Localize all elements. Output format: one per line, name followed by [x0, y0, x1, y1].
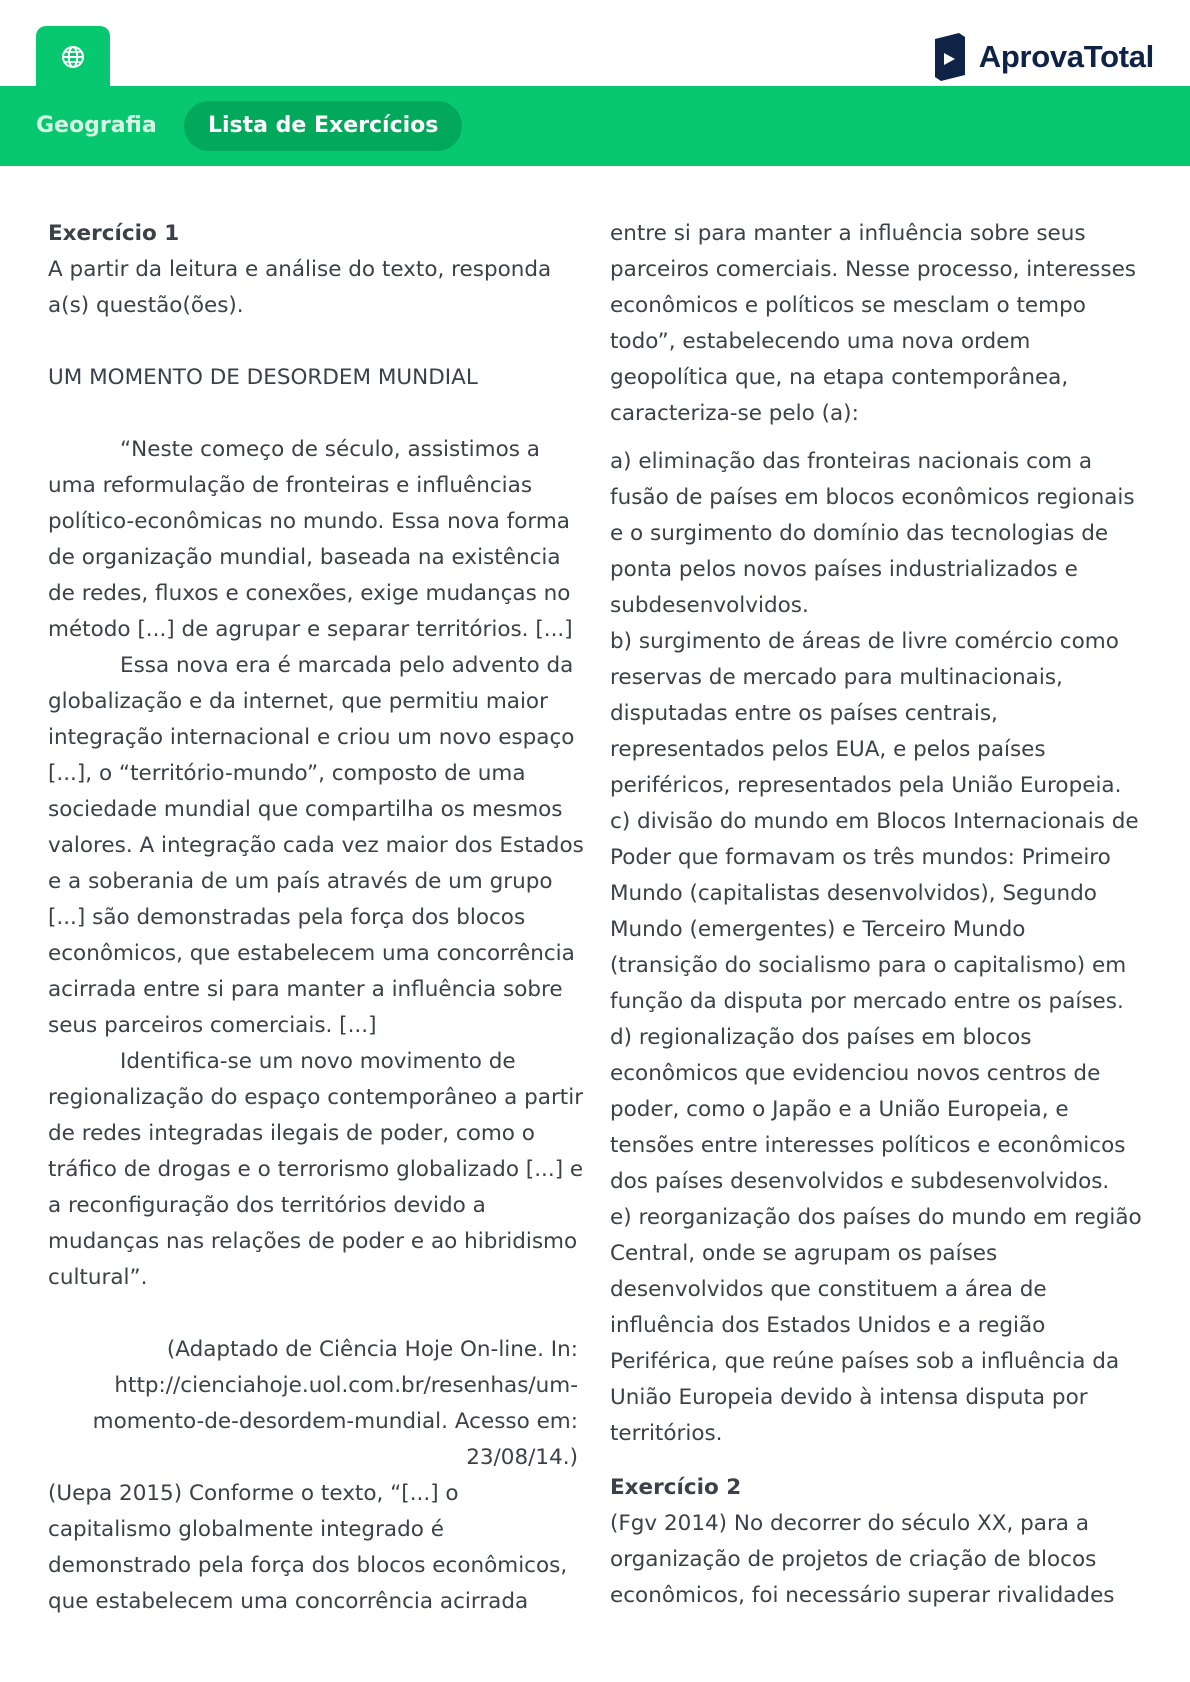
text-line: econômicos e políticos se mesclam o tempo: [610, 293, 1086, 318]
text-line: d) regionalização dos países em blocos: [610, 1025, 1032, 1050]
text-line: econômicos que evidenciou novos centros de: [610, 1061, 1101, 1086]
text-line: e o surgimento do domínio das tecnologias de: [610, 521, 1109, 546]
text-line: cultural”.: [48, 1265, 148, 1290]
text-line: Mundo (emergentes) e Terceiro Mundo: [610, 917, 1026, 942]
text-line: periféricos, representados pela União Europeia.: [610, 773, 1122, 798]
text-line: A partir da leitura e análise do texto, responda: [48, 257, 552, 282]
text-line: (transição do socialismo para o capitalismo) em: [610, 953, 1127, 978]
logo-text: AprovaTotal: [978, 39, 1154, 74]
exercise-2-statement: [610, 1506, 1150, 1614]
text-line: seus parceiros comerciais. [...]: [48, 1013, 377, 1038]
text-line: uma reformulação de fronteiras e influências: [48, 473, 533, 498]
text-line: a reconfiguração dos territórios devido a: [48, 1193, 486, 1218]
text-line: desenvolvidos que constituem a área de: [610, 1277, 1047, 1302]
subject-navbar: [0, 86, 1190, 166]
text-line: mudanças nas relações de poder e ao hibridismo: [48, 1229, 578, 1254]
text-line: entre si para manter a influência sobre seus: [610, 221, 1086, 246]
text-line: influência dos Estados Unidos e a região: [610, 1313, 1046, 1338]
text-line: globalização e da internet, que permitiu maior: [48, 689, 548, 714]
text-line: a(s) questão(ões).: [48, 293, 244, 318]
text-line: (Adaptado de Ciência Hoje On-line. In:: [166, 1337, 578, 1362]
text-line: e a soberania de um país através de um grupo: [48, 869, 553, 894]
text-line: função da disputa por mercado entre os países.: [610, 989, 1124, 1014]
text-line: de organização mundial, baseada na existência: [48, 545, 561, 570]
text-title: UM MOMENTO DE DESORDEM MUNDIAL: [48, 365, 478, 390]
text-line: (Uepa 2015) Conforme o texto, “[...] o: [48, 1481, 459, 1506]
text-line: geopolítica que, na etapa contemporânea,: [610, 365, 1069, 390]
text-line: organização de projetos de criação de blocos: [610, 1547, 1097, 1572]
text-line: capitalismo globalmente integrado é: [48, 1517, 444, 1542]
exercise-2-title: Exercício 2: [610, 1475, 742, 1500]
text-line: método [...] de agrupar e separar territórios. [...]: [48, 617, 573, 642]
paragraph-3: [48, 1044, 584, 1296]
text-line: 23/08/14.): [466, 1445, 578, 1470]
text-line: caracteriza-se pelo (a):: [610, 401, 859, 426]
text-line: subdesenvolvidos.: [610, 593, 809, 618]
text-line: “Neste começo de século, assistimos a: [120, 437, 540, 462]
option-c[interactable]: [610, 804, 1150, 1020]
text-line: regionalização do espaço contemporâneo a partir: [48, 1085, 584, 1110]
text-line: [...], o “território-mundo”, composto de uma: [48, 761, 526, 786]
option-e[interactable]: [610, 1200, 1150, 1452]
question-statement-continued: [610, 216, 1150, 432]
option-a[interactable]: [610, 444, 1150, 624]
brand-logo: [929, 30, 1154, 84]
text-line: a) eliminação das fronteiras nacionais com a: [610, 449, 1093, 474]
text-line: (Fgv 2014) No decorrer do século XX, para a: [610, 1511, 1089, 1536]
text-line: [...] são demonstradas pela força dos blocos: [48, 905, 526, 930]
text-line: valores. A integração cada vez maior dos Estados: [48, 833, 584, 858]
text-line: Poder que formavam os três mundos: Primeiro: [610, 845, 1111, 870]
text-line: integração internacional e criou um novo espaço: [48, 725, 575, 750]
exercise-1-intro: [48, 252, 578, 324]
text-line: ponta pelos novos países industrializados e: [610, 557, 1078, 582]
text-line: que estabelecem uma concorrência acirrada: [48, 1589, 529, 1614]
text-line: territórios.: [610, 1421, 723, 1446]
text-line: todo”, estabelecendo uma nova ordem: [610, 329, 1031, 354]
exercise-1-title: Exercício 1: [48, 221, 180, 246]
text-line: de redes, fluxos e conexões, exige mudanças no: [48, 581, 571, 606]
text-line: Identifica-se um novo movimento de: [120, 1049, 516, 1074]
text-line: fusão de países em blocos econômicos regionais: [610, 485, 1135, 510]
text-line: poder, como o Japão e a União Europeia, e: [610, 1097, 1069, 1122]
text-line: econômicos, que estabelecem uma concorrência: [48, 941, 575, 966]
option-d[interactable]: [610, 1020, 1150, 1200]
text-line: de redes integradas ilegais de poder, como o: [48, 1121, 535, 1146]
text-line: Essa nova era é marcada pelo advento da: [120, 653, 574, 678]
paragraph-2: [48, 648, 584, 1044]
text-line: reservas de mercado para multinacionais,: [610, 665, 1063, 690]
text-line: http://cienciahoje.uol.com.br/resenhas/um-: [114, 1373, 578, 1398]
text-line: parceiros comerciais. Nesse processo, interesses: [610, 257, 1136, 282]
text-line: tráfico de drogas e o terrorismo globalizado [...] e: [48, 1157, 584, 1182]
text-line: disputadas entre os países centrais,: [610, 701, 998, 726]
nav-section-pill[interactable]: Lista de Exercícios: [184, 101, 462, 151]
text-line: União Europeia devido à intensa disputa por: [610, 1385, 1088, 1410]
text-line: representados pelos EUA, e pelos países: [610, 737, 1046, 762]
text-line: b) surgimento de áreas de livre comércio como: [610, 629, 1119, 654]
text-line: acirrada entre si para manter a influência sobre: [48, 977, 563, 1002]
globe-icon: [61, 45, 85, 69]
text-line: demonstrado pela força dos blocos econômicos,: [48, 1553, 568, 1578]
text-line: Central, onde se agrupam os países: [610, 1241, 998, 1266]
logo-mark-icon: [929, 31, 967, 83]
text-line: tensões entre interesses políticos e econômicos: [610, 1133, 1126, 1158]
text-line: econômicos, foi necessário superar rivalidades: [610, 1583, 1115, 1608]
text-line: político-econômicas no mundo. Essa nova forma: [48, 509, 570, 534]
text-source: [48, 1332, 578, 1476]
text-line: sociedade mundial que compartilha os mesmos: [48, 797, 563, 822]
right-column: [610, 216, 1150, 1614]
paragraph-1: [48, 432, 578, 648]
text-line: Periférica, que reúne países sob a influência da: [610, 1349, 1120, 1374]
text-line: momento-de-desordem-mundial. Acesso em:: [92, 1409, 578, 1434]
text-line: c) divisão do mundo em Blocos Internacionais de: [610, 809, 1139, 834]
nav-subject[interactable]: Geografia: [36, 113, 157, 138]
text-line: dos países desenvolvidos e subdesenvolvidos.: [610, 1169, 1110, 1194]
text-line: e) reorganização dos países do mundo em região: [610, 1205, 1142, 1230]
question-statement: [48, 1476, 578, 1620]
left-column: [48, 216, 584, 1620]
subject-tab[interactable]: [36, 26, 110, 88]
option-b[interactable]: [610, 624, 1150, 804]
text-line: Mundo (capitalistas desenvolvidos), Segundo: [610, 881, 1097, 906]
